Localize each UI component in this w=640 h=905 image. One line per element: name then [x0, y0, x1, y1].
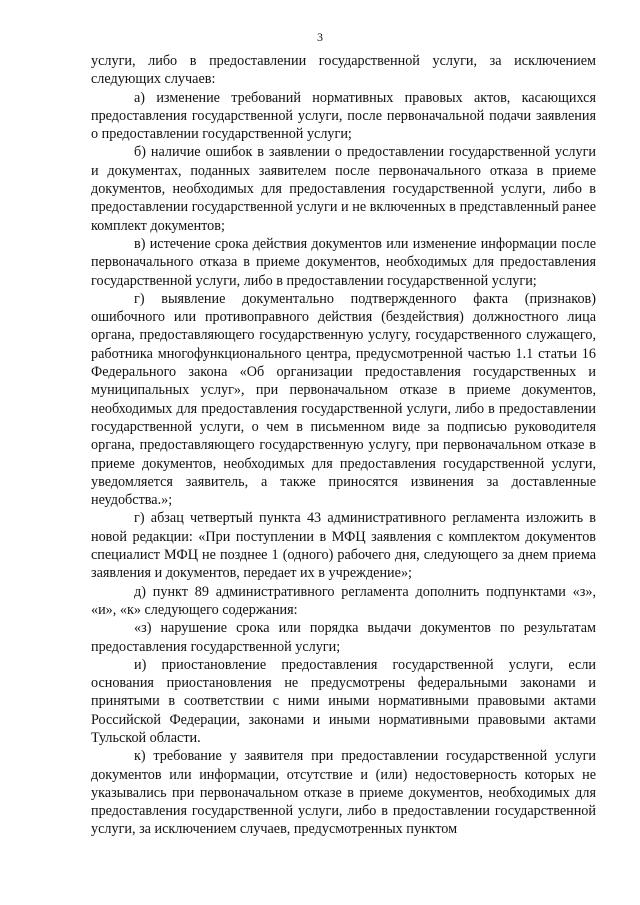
paragraph-item-b: б) наличие ошибок в заявлении о предоставлении государственной услуги и документах, поданных заявителем после первоначального отказа в приеме документов, необходимых для предоставления государственной услуги, либо в предоставлении государственной услуги и не включенных в представленный ранее комплект документов;: [91, 144, 596, 234]
paragraph-subitem-i: и) приостановление предоставления государственной услуги, если основания приостановления не предусмотрены федеральными законами и принятыми в соответствии с ними иными нормативными правовыми актами Российской Федерации, законами и иными нормативными правовыми актами Тульской области.: [91, 656, 596, 746]
paragraph-subitem-z: «з) нарушение срока или порядка выдачи документов по результатам предоставления государственной услуги;: [91, 620, 596, 655]
paragraph-item-a: а) изменение требований нормативных правовых актов, касающихся предоставления государственной услуги, после первоначальной подачи заявления о предоставлении государственной услуги;: [91, 89, 596, 143]
paragraph-item-g: г) выявление документально подтвержденного факта (признаков) ошибочного или противоправного действия (бездействия) должностного лица органа, предоставляющего государственную услугу, государственного служащего, работника многофункционального центра, предусмотренной частью 1.1 статьи 16 Федерального закона «Об организации предоставления государственных и муниципальных услуг», при первоначальном отказе в приеме документов, необходимых для предоставления государственной услуги, либо в предоставлении государственной услуги, о чем в письменном виде за подписью руководителя органа, предоставляющего государственную услугу, при первоначальном отказе в приеме документов, необходимых для предоставления государственной услуги, уведомляется заявитель, а также приносятся извинения за доставленные неудобства.»;: [91, 290, 596, 509]
page-number: 3: [317, 30, 323, 44]
paragraph-amendment-d: д) пункт 89 административного регламента дополнить подпунктами «з», «и», «к» следующего содержания:: [91, 583, 596, 618]
document-body: [91, 52, 596, 839]
paragraph-continuation: услуги, либо в предоставлении государственной услуги, за исключением следующих случаев:: [91, 53, 596, 88]
paragraph-item-v: в) истечение срока действия документов или изменение информации после первоначального отказа в приеме документов, необходимых для предоставления государственной услуги, либо в предоставлении государственной услуги;: [91, 235, 596, 289]
paragraph-subitem-k: к) требование у заявителя при предоставлении государственной услуги документов или информации, отсутствие и (или) недостоверность которых не указывались при первоначальном отказе в приеме документов, необходимых для предоставления государственной услуги, либо в предоставлении государственной услуги, за исключением случаев, предусмотренных пунктом: [91, 748, 596, 838]
paragraph-amendment-g: г) абзац четвертый пункта 43 административного регламента изложить в новой редакции: «При поступлении в МФЦ заявления с комплектом документов специалист МФЦ не позднее 1 (одного) рабочего дня, следующего за днем приема заявления и документов, передает их в учреждение»;: [91, 510, 596, 582]
